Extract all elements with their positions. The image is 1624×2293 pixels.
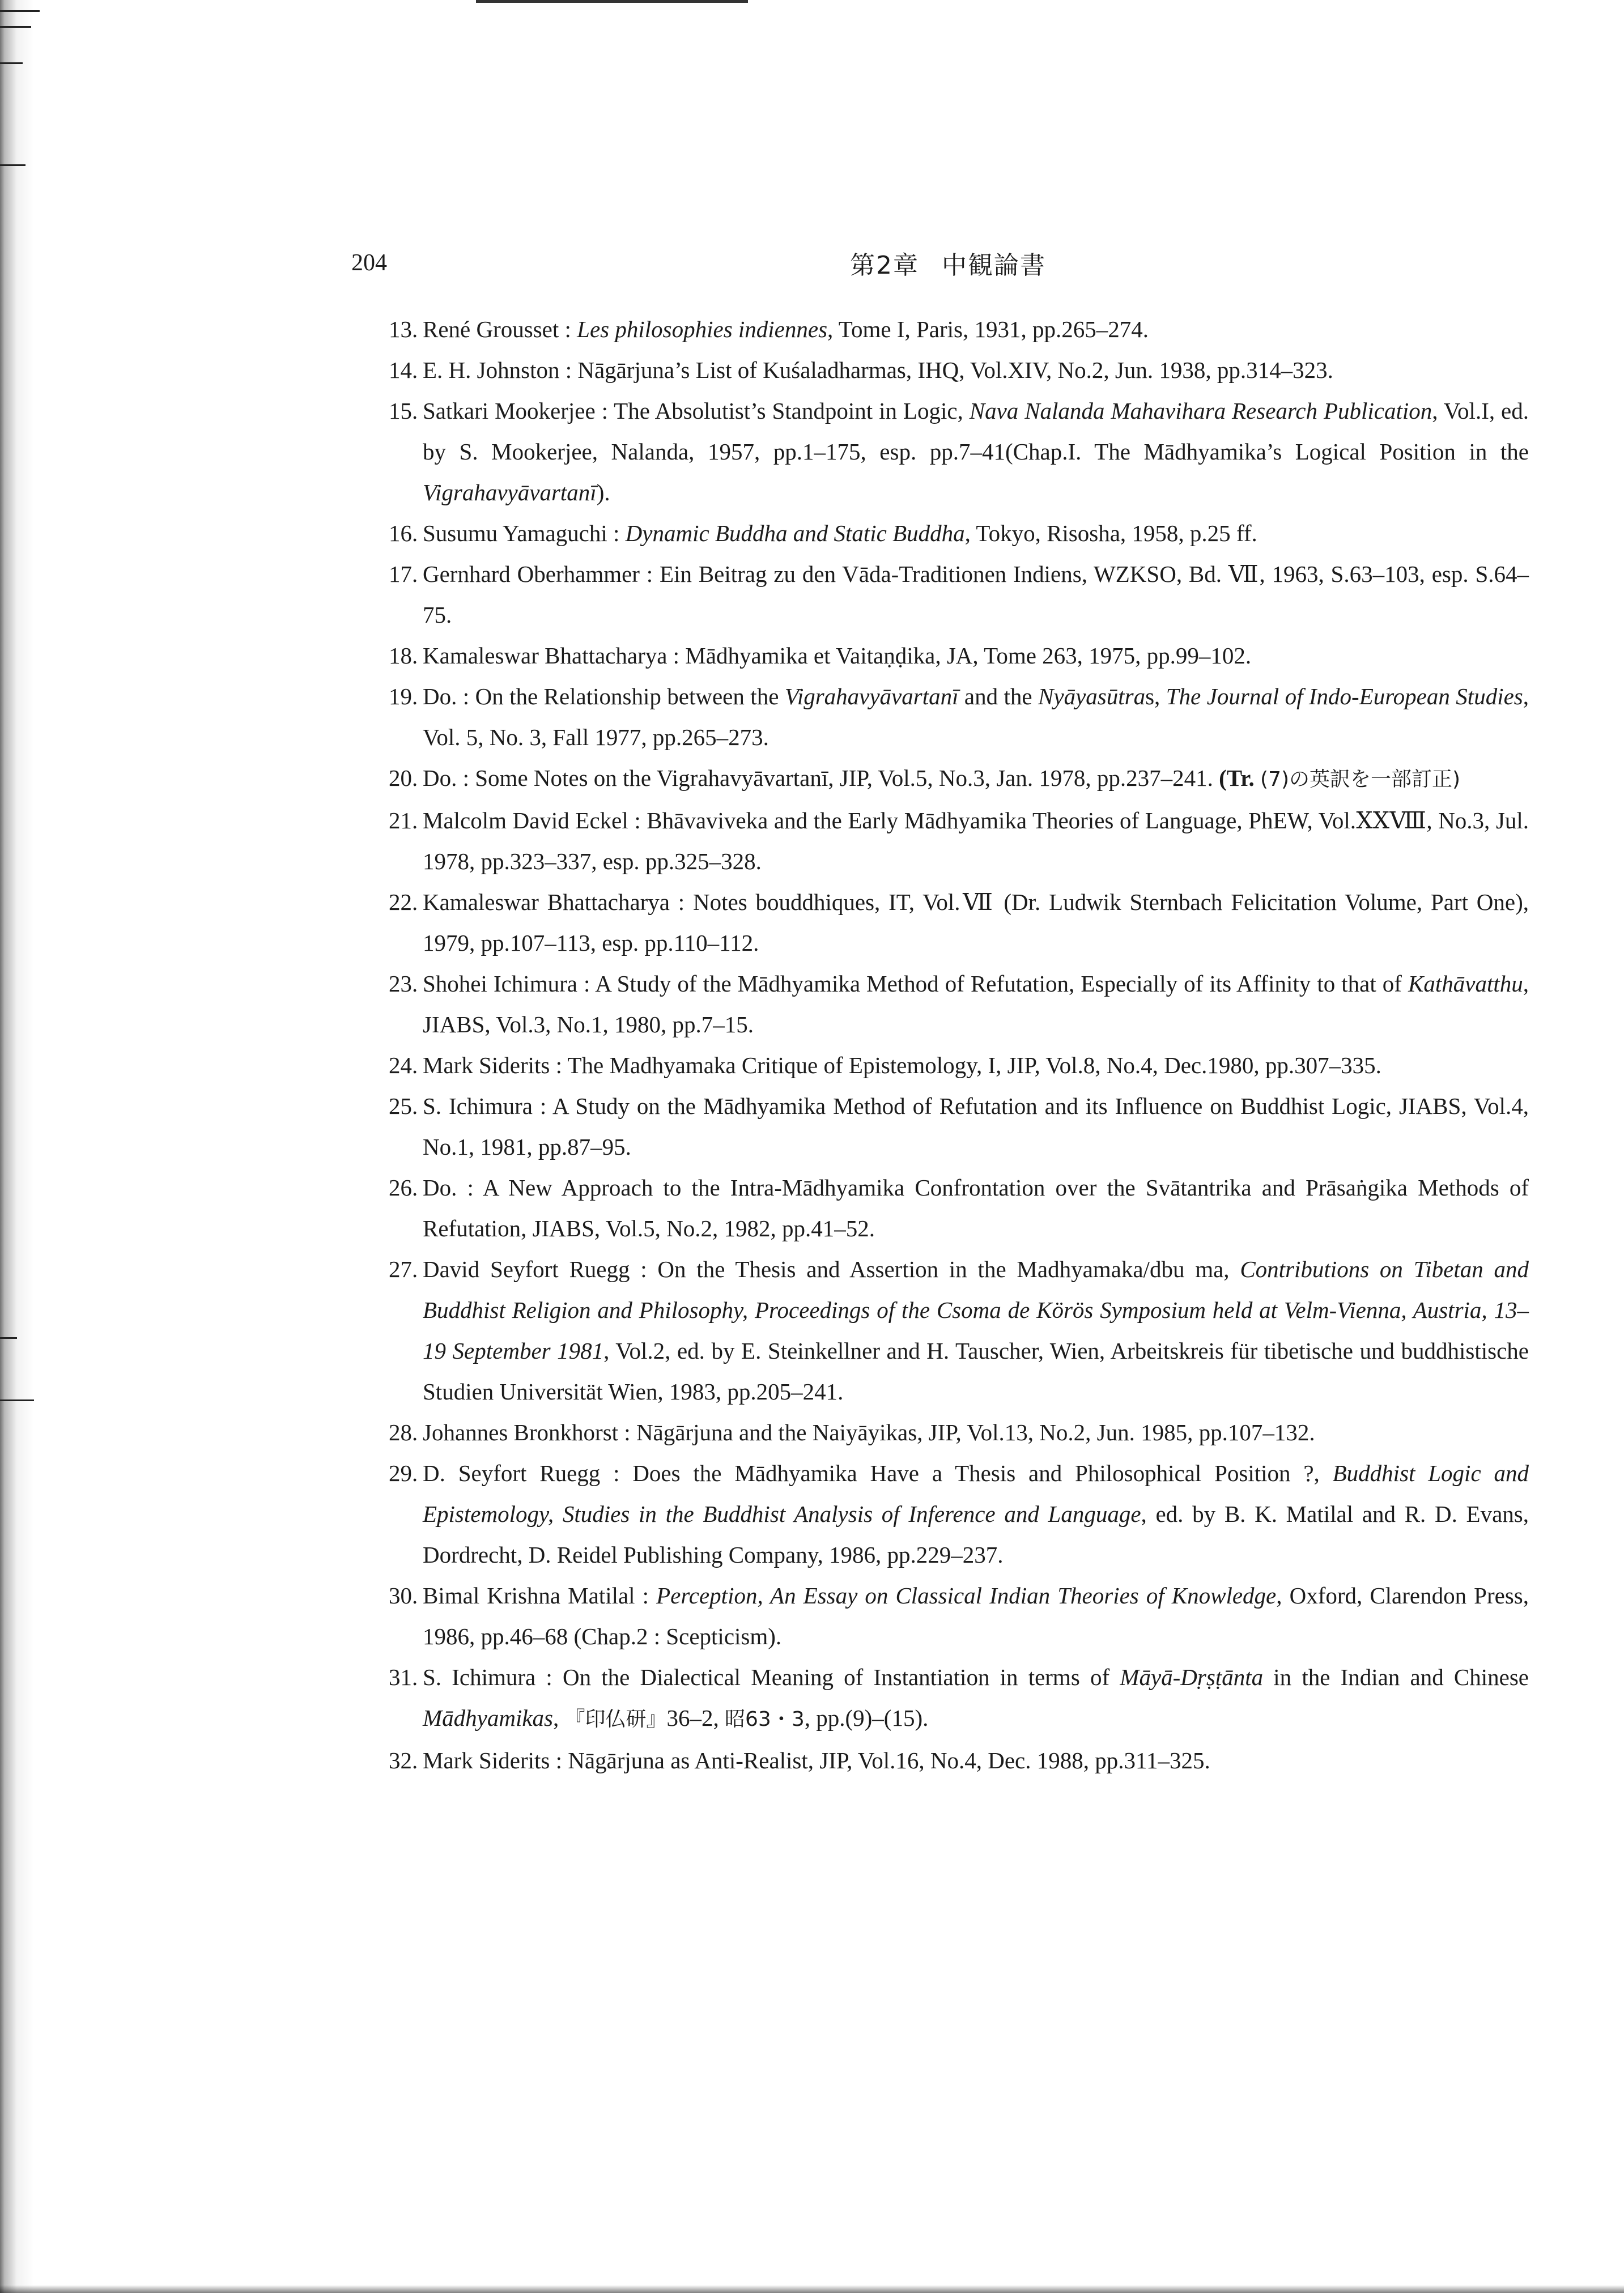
reference-text: Shohei Ichimura : A Study of the Mādhyamika Method of Refutation, Especially of its Affinity to that of [423, 971, 1409, 997]
reference-text: (Tr. [1219, 765, 1255, 791]
running-head [850, 245, 1046, 281]
reference-number: 31. [389, 1664, 418, 1690]
reference-entry [389, 1412, 1529, 1453]
reference-number: 22. [389, 889, 418, 915]
reference-number: 32. [389, 1747, 418, 1773]
reference-number: 20. [389, 765, 418, 791]
reference-title-italic: Vigrahavyāvartanī [423, 479, 597, 505]
reference-text: , ed. by B. K. Matilal and R. D. Evans, Dordrecht, D. Reidel Publishing Company, 1986, pp.229–237. [423, 1501, 1529, 1568]
reference-text: , Vol.2, ed. by E. Steinkellner and H. Tauscher, Wien, Arbeitskreis für tibetische und buddhistische Studien Universität Wien, 1983, pp.205–241. [423, 1338, 1529, 1405]
reference-text: Mark Siderits : The Madhyamaka Critique of Epistemology, I, JIP, Vol.8, No.4, Dec.1980, pp.307–335. [423, 1052, 1381, 1078]
reference-number: 28. [389, 1419, 418, 1445]
reference-number: 29. [389, 1460, 418, 1486]
reference-text: Johannes Bronkhorst : Nāgārjuna and the Naiyāyikas, JIP, Vol.13, No.2, Jun. 1985, pp.107–132. [423, 1419, 1315, 1445]
reference-number: 25. [389, 1093, 418, 1119]
scan-mark-top [476, 0, 748, 3]
scan-shadow-bottom [0, 2285, 1624, 2293]
reference-number: 16. [389, 520, 418, 546]
reference-number: 30. [389, 1582, 418, 1609]
reference-text: Do. : A New Approach to the Intra-Mādhyamika Confrontation over the Svātantrika and Prāsaṅgika Methods of Refutation, JIABS, Vol.5, No.2, 1982, pp.41–52. [423, 1175, 1529, 1241]
reference-text: (7)の英訳を一部訂正) [1260, 768, 1461, 791]
reference-title-italic: The Journal of Indo-European Studies [1166, 683, 1523, 709]
reference-list [389, 309, 1529, 1781]
reference-entry [389, 1086, 1529, 1167]
reference-entry [389, 390, 1529, 513]
reference-entry [389, 1045, 1529, 1086]
reference-text: D. Seyfort Ruegg : Does the Mādhyamika Have a Thesis and Philosophical Position ?, [423, 1460, 1333, 1486]
reference-title-italic: Contributions on Tibetan and Buddhist Religion and Philosophy, Proceedings of the Csoma de Körös Symposium held at Velm-Vienna, Austria, 13–19 September 1981 [423, 1256, 1529, 1364]
reference-entry [389, 800, 1529, 882]
reference-number: 26. [389, 1175, 418, 1201]
reference-title-italic: Nava Nalanda Mahavihara Research Publication [969, 398, 1432, 424]
reference-text: Bimal Krishna Matilal : [423, 1582, 657, 1609]
reference-title-italic: Les philosophies indiennes [577, 316, 828, 342]
reference-text [1255, 765, 1260, 791]
reference-text: , Tome I, Paris, 1931, pp.265–274. [827, 316, 1149, 342]
reference-entry [389, 1575, 1529, 1657]
reference-number: 17. [389, 561, 418, 587]
reference-number: 15. [389, 398, 418, 424]
scan-mark [0, 10, 40, 12]
reference-text: , Vol. 5, No. 3, Fall 1977, pp.265–273. [423, 683, 1529, 750]
reference-entry [389, 635, 1529, 676]
reference-text: , Oxford, Clarendon Press, 1986, pp.46–68 (Chap.2 : Scepticism). [423, 1582, 1529, 1649]
reference-number: 18. [389, 643, 418, 669]
reference-text: s, [1145, 683, 1166, 709]
reference-title-italic: Nyāyasūtra [1038, 683, 1146, 709]
reference-text: Do. : Some Notes on the Vigrahavyāvartanī, JIP, Vol.5, No.3, Jan. 1978, pp.237–241. [423, 765, 1219, 791]
reference-number: 14. [389, 357, 418, 383]
reference-text: Do. : On the Relationship between the [423, 683, 785, 709]
reference-text: 『印仏研』 [564, 1708, 667, 1731]
reference-text: Satkari Mookerjee : The Absolutist’s Standpoint in Logic, [423, 398, 970, 424]
scan-mark [0, 26, 31, 28]
chapter-number: 第2章 [850, 251, 919, 280]
reference-text: , Tokyo, Risosha, 1958, p.25 ff. [964, 520, 1257, 546]
reference-entry [389, 1167, 1529, 1249]
reference-title-italic: Mādhyamikas [423, 1705, 554, 1731]
scan-mark [0, 62, 23, 64]
reference-text: S. Ichimura : A Study on the Mādhyamika Method of Refutation and its Influence on Buddhist Logic, JIABS, Vol.4, No.1, 1981, pp.87–95. [423, 1093, 1529, 1160]
reference-text: , Vol.I, ed. by S. Mookerjee, Nalanda, 1957, pp.1–175, esp. pp.7–41(Chap.I. The Mādhyamika’s Logical Position in the [423, 398, 1529, 465]
reference-number: 27. [389, 1256, 418, 1282]
reference-entry [389, 1740, 1529, 1781]
reference-entry [389, 963, 1529, 1045]
reference-number: 19. [389, 683, 418, 709]
reference-entry [389, 758, 1529, 800]
reference-number: 13. [389, 316, 418, 342]
reference-text: E. H. Johnston : Nāgārjuna’s List of Kuśaladharmas, IHQ, Vol.XIV, No.2, Jun. 1938, pp.314–323. [423, 357, 1333, 383]
reference-text: Mark Siderits : Nāgārjuna as Anti-Realist, JIP, Vol.16, No.4, Dec. 1988, pp.311–325. [423, 1747, 1210, 1773]
reference-text: Kamaleswar Bhattacharya : Notes bouddhiques, IT, Vol.Ⅶ (Dr. Ludwik Sternbach Felicitation Volume, Part One), 1979, pp.107–113, esp. pp.110–112. [423, 889, 1529, 956]
scan-mark [0, 1399, 34, 1401]
reference-text: Kamaleswar Bhattacharya : Mādhyamika et Vaitaṇḍika, JA, Tome 263, 1975, pp.99–102. [423, 643, 1252, 669]
reference-title-italic: Vigrahavyāvartanī [784, 683, 959, 709]
reference-number: 23. [389, 971, 418, 997]
scan-mark [0, 1337, 17, 1339]
reference-text: , [553, 1705, 565, 1731]
reference-text: 昭63・3 [725, 1708, 805, 1731]
reference-text: Susumu Yamaguchi : [423, 520, 626, 546]
reference-entry [389, 554, 1529, 635]
reference-text: , pp.(9)–(15). [804, 1705, 929, 1731]
reference-entry [389, 309, 1529, 350]
reference-title-italic: Buddhist Logic and Epistemology, Studies in the Buddhist Analysis of Inference and Language [423, 1460, 1529, 1527]
reference-text: and the [958, 683, 1039, 709]
reference-entry [389, 882, 1529, 963]
reference-text: David Seyfort Ruegg : On the Thesis and Assertion in the Madhyamaka/dbu ma, [423, 1256, 1240, 1282]
reference-title-italic: Dynamic Buddha and Static Buddha [625, 520, 965, 546]
reference-text: Malcolm David Eckel : Bhāvaviveka and the Early Mādhyamika Theories of Language, PhEW, Vol.ⅩⅩⅧ, No.3, Jul. 1978, pp.323–337, esp. pp.325–328. [423, 807, 1529, 874]
reference-text: , JIABS, Vol.3, No.1, 1980, pp.7–15. [423, 971, 1529, 1037]
reference-text: René Grousset : [423, 316, 577, 342]
reference-title-italic: Kathāvatthu [1408, 971, 1523, 997]
page-number: 204 [351, 250, 387, 276]
reference-number: 24. [389, 1052, 418, 1078]
reference-text: in the Indian and Chinese [1263, 1664, 1529, 1690]
reference-text: S. Ichimura : On the Dialectical Meaning of Instantiation in terms of [423, 1664, 1120, 1690]
reference-entry [389, 1657, 1529, 1740]
reference-title-italic: Māyā-Dṛṣṭānta [1120, 1664, 1264, 1690]
reference-entry [389, 1453, 1529, 1575]
reference-entry [389, 1249, 1529, 1412]
reference-text: Gernhard Oberhammer : Ein Beitrag zu den Vāda-Traditionen Indiens, WZKSO, Bd. Ⅶ, 1963, S.63–103, esp. S.64–75. [423, 561, 1529, 628]
reference-title-italic: Perception, An Essay on Classical Indian Theories of Knowledge [656, 1582, 1277, 1609]
reference-text: 36–2, [666, 1705, 725, 1731]
reference-entry [389, 513, 1529, 554]
scan-mark [0, 164, 25, 166]
reference-text: ). [596, 479, 610, 505]
chapter-title: 中観論書 [942, 251, 1046, 280]
reference-number: 21. [389, 807, 418, 833]
reference-entry [389, 676, 1529, 758]
scan-shadow-left [0, 0, 40, 2293]
reference-entry [389, 350, 1529, 390]
